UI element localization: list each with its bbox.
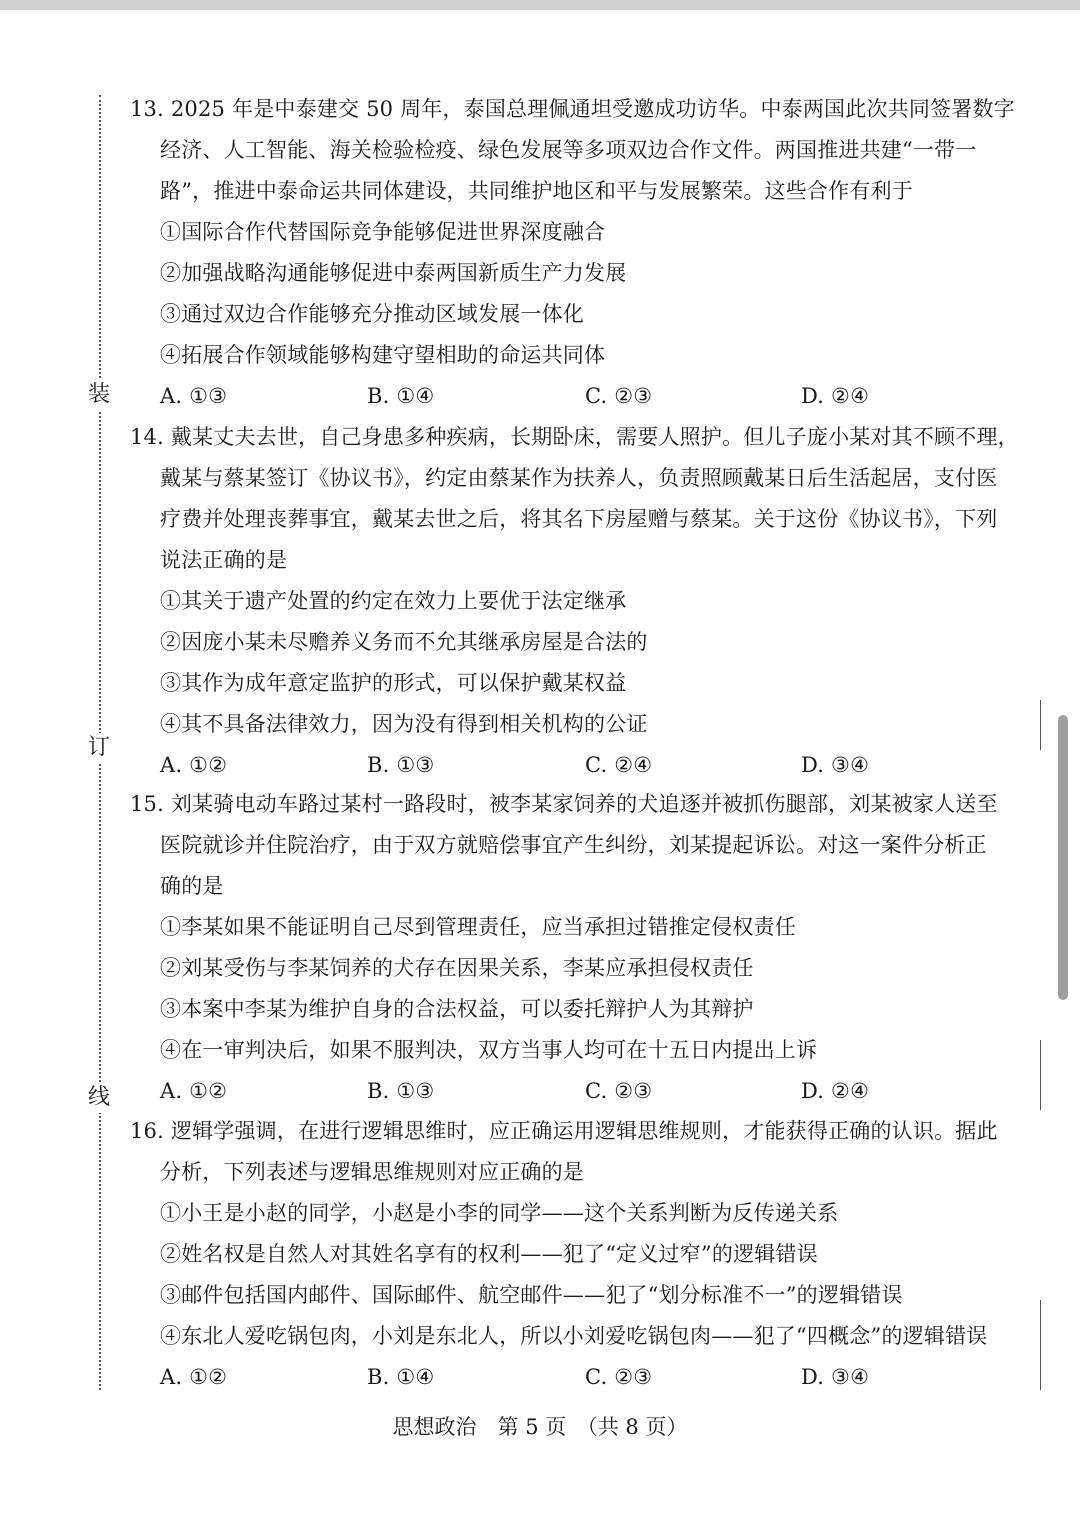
question-stem-line: 疗费并处理丧葬事宜，戴某去世之后，将其名下房屋赠与蔡某。关于这份《协议书》，下列 [160,507,998,531]
question-statement: ①其关于遗产处置的约定在效力上要优于法定继承 [160,589,627,613]
question-stem-line: 15. 刘某骑电动车路过某村一路段时，被李某家饲养的犬追逐并被抓伤腿部，刘某被家人送至 [130,792,998,816]
question-statement: ①李某如果不能证明自己尽到管理责任，应当承担过错推定侵权责任 [160,915,796,939]
answer-choice: A. ①② [160,1079,228,1103]
answer-choice: C. ②③ [585,384,653,408]
question-stem-line: 确的是 [160,874,224,898]
question-statement: ③其作为成年意定监护的形式，可以保护戴某权益 [160,671,627,695]
answer-choice: D. ②④ [801,384,870,408]
question-statement: ④拓展合作领域能够构建守望相助的命运共同体 [160,343,606,367]
answer-choice: A. ①③ [160,384,228,408]
question-statement: ②刘某受伤与李某饲养的犬存在因果关系，李某应承担侵权责任 [160,956,754,980]
question-statement: ②姓名权是自然人对其姓名享有的权利——犯了“定义过窄”的逻辑错误 [160,1242,818,1266]
question-statement: ②加强战略沟通能够促进中泰两国新质生产力发展 [160,261,627,285]
question-statement: ③本案中李某为维护自身的合法权益，可以委托辩护人为其辩护 [160,997,754,1021]
question-stem-line: 路”，推进中泰命运共同体建设，共同维护地区和平与发展繁荣。这些合作有利于 [160,179,913,203]
binding-char-zhuang: 装 [84,380,114,410]
answer-choice: A. ①② [160,753,228,777]
answer-choice: B. ①④ [367,1365,435,1389]
answer-choice: D. ③④ [801,1365,870,1389]
question-statement: ③邮件包括国内邮件、国际邮件、航空邮件——犯了“划分标准不一”的逻辑错误 [160,1283,903,1307]
question-stem-line: 戴某与蔡某签订《协议书》，约定由蔡某作为扶养人，负责照顾戴某日后生活起居，支付医 [160,466,998,490]
answer-choice: C. ②④ [585,753,653,777]
answer-choice: A. ①② [160,1365,228,1389]
question-stem-line: 16. 逻辑学强调，在进行逻辑思维时，应正确运用逻辑思维规则，才能获得正确的认识。据此 [130,1119,998,1143]
binding-char-xian: 线 [84,1083,114,1113]
question-statement: ②因庞小某未尽赡养义务而不允其继承房屋是合法的 [160,630,648,654]
question-stem-line: 医院就诊并住院治疗，由于双方就赔偿事宜产生纠纷，刘某提起诉讼。对这一案件分析正 [160,833,987,857]
question-statement: ③通过双边合作能够充分推动区域发展一体化 [160,302,584,326]
question-statement: ④在一审判决后，如果不服判决，双方当事人均可在十五日内提出上诉 [160,1038,818,1062]
answer-choice: C. ②③ [585,1079,653,1103]
question-statement: ④其不具备法律效力，因为没有得到相关机构的公证 [160,712,648,736]
page-footer: 思想政治 第 5 页 （共 8 页） [392,1415,688,1439]
question-statement: ①国际合作代替国际竞争能够促进世界深度融合 [160,220,606,244]
question-stem-line: 14. 戴某丈夫去世，自己身患多种疾病，长期卧床，需要人照护。但儿子庞小某对其不顾不理， [130,425,1019,449]
answer-choices-row [160,751,1040,779]
answer-choices-row [160,1363,1040,1391]
answer-choice: C. ②③ [585,1365,653,1389]
answer-choices-row [160,1077,1040,1105]
question-statement: ①小王是小赵的同学，小赵是小李的同学——这个关系判断为反传递关系 [160,1201,839,1225]
question-stem-line: 说法正确的是 [160,548,288,572]
question-stem-line: 分析，下列表述与逻辑思维规则对应正确的是 [160,1160,584,1184]
question-stem-line: 13. 2025 年是中泰建交 50 周年，泰国总理佩通坦受邀成功访华。中泰两国此次共同签署数字 [130,97,1015,121]
answer-choices-row [160,382,1040,410]
answer-choice: B. ①③ [367,753,435,777]
answer-choice: D. ③④ [801,753,870,777]
answer-choice: B. ①④ [367,384,435,408]
answer-choice: D. ②④ [801,1079,870,1103]
answer-choice: B. ①③ [367,1079,435,1103]
binding-char-ding: 订 [84,733,114,763]
question-stem-line: 经济、人工智能、海关检验检疫、绿色发展等多项双边合作文件。两国推进共建“一带一 [160,138,977,162]
question-statement: ④东北人爱吃锅包肉，小刘是东北人，所以小刘爱吃锅包肉——犯了“四概念”的逻辑错误 [160,1324,988,1348]
